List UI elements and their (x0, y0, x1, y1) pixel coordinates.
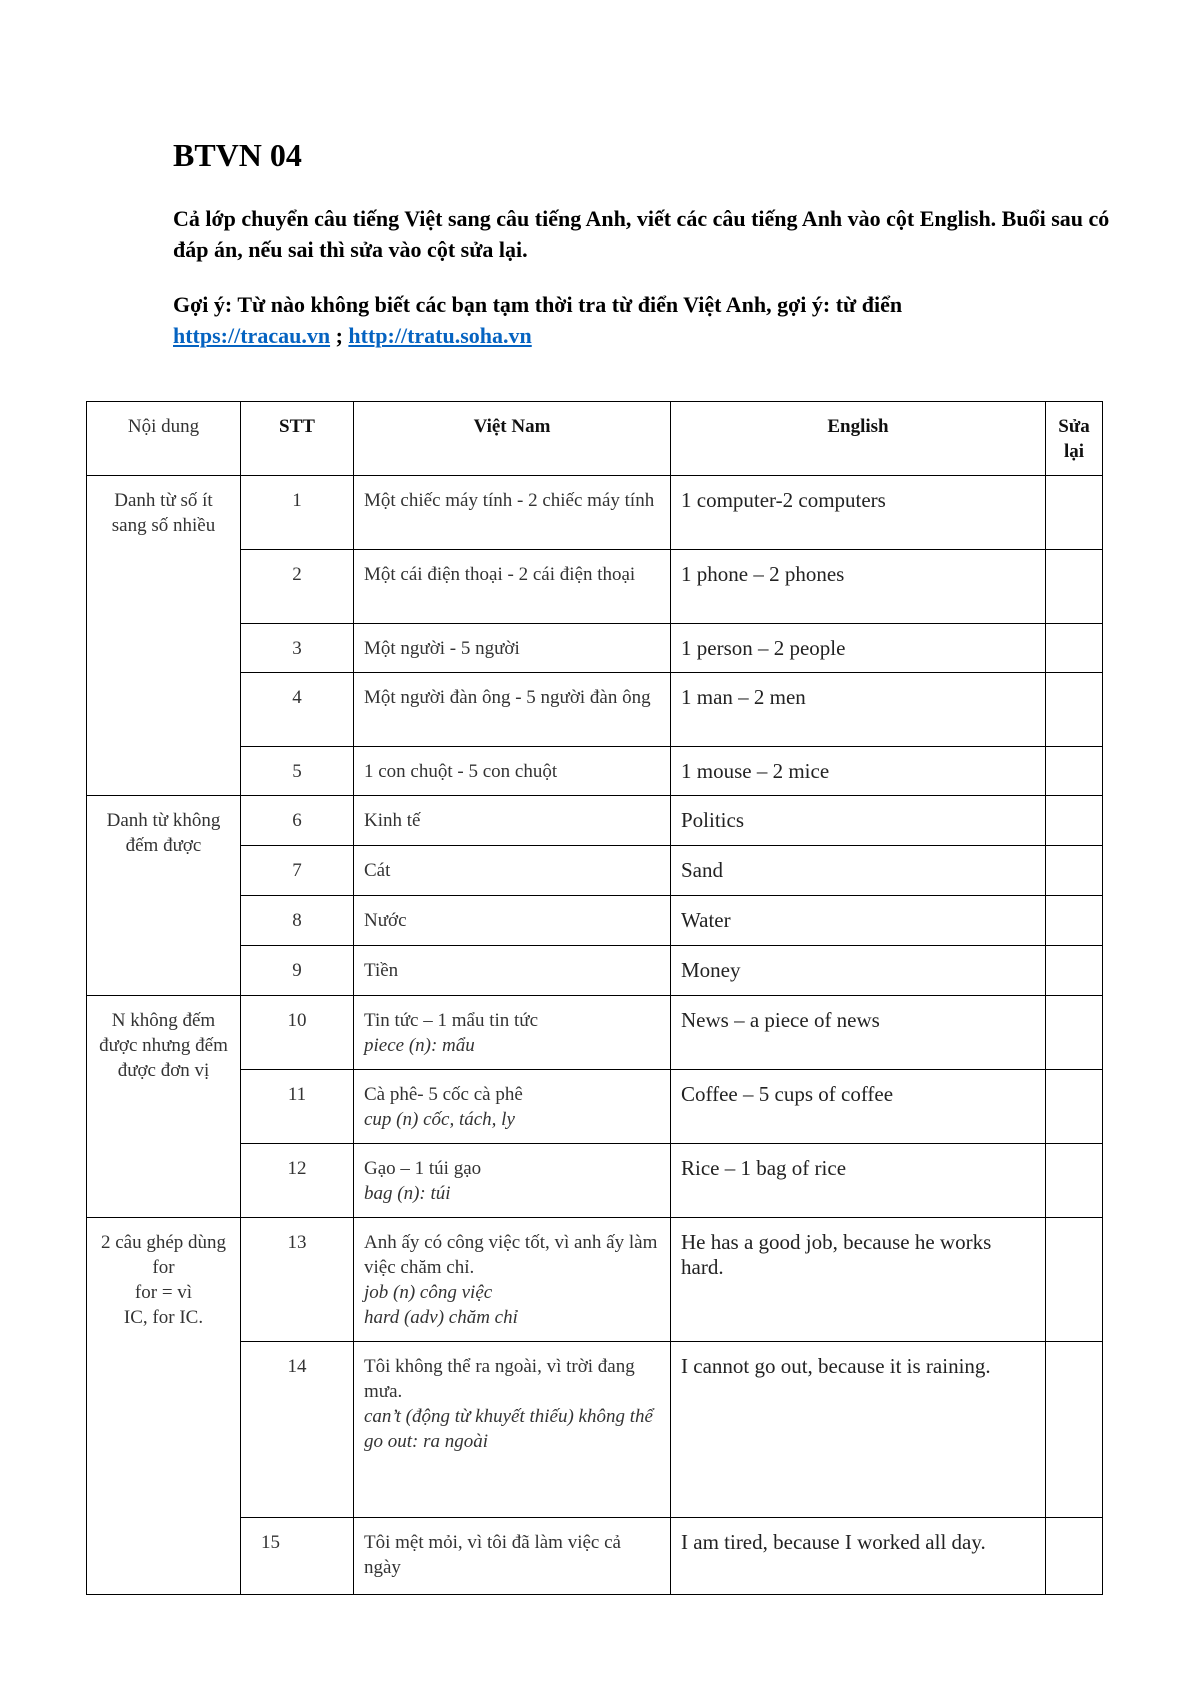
category-cell (87, 796, 241, 996)
fix-cell[interactable] (1046, 996, 1103, 1070)
fix-cell[interactable] (1046, 896, 1103, 946)
category-label: N không đếm được nhưng đếm được đơn vị (99, 1010, 228, 1081)
category-cell (87, 476, 241, 796)
stt-cell: 14 (241, 1342, 354, 1518)
english-cell[interactable]: I am tired, because I worked all day. (671, 1518, 1046, 1595)
stt-cell: 3 (241, 624, 354, 673)
vietnamese-cell (354, 673, 671, 747)
fix-cell[interactable] (1046, 624, 1103, 673)
stt-cell: 4 (241, 673, 354, 747)
vocab-note: hard (adv) chăm chỉ (364, 1307, 518, 1328)
vietnamese-text: Một cái điện thoại - 2 cái điện thoại (364, 564, 636, 585)
english-cell[interactable]: Money (671, 946, 1046, 996)
vocab-note: piece (n): mẩu (364, 1035, 475, 1056)
english-cell[interactable]: He has a good job, because he works hard. (671, 1218, 1046, 1342)
vietnamese-text: Nước (364, 910, 407, 931)
vietnamese-cell (354, 896, 671, 946)
fix-cell[interactable] (1046, 1144, 1103, 1218)
hint-text: Gợi ý: Từ nào không biết các bạn tạm thời tra từ điển Việt Anh, gợi ý: từ điển (173, 292, 903, 317)
english-cell[interactable]: 1 man – 2 men (671, 673, 1046, 747)
stt-cell: 9 (241, 946, 354, 996)
vietnamese-cell (354, 1518, 671, 1595)
english-cell[interactable]: Water (671, 896, 1046, 946)
category-cell (87, 996, 241, 1218)
vietnamese-text: Tiền (364, 960, 399, 981)
vocab-note: bag (n): túi (364, 1183, 451, 1204)
hint-paragraph (173, 289, 1133, 351)
english-cell[interactable]: News – a piece of news (671, 996, 1046, 1070)
category-label: for = vì (134, 1282, 193, 1303)
tratu-link[interactable]: http://tratu.soha.vn (348, 323, 532, 348)
table-header-row (87, 402, 1103, 476)
stt-cell: 1 (241, 476, 354, 550)
english-cell[interactable]: 1 mouse – 2 mice (671, 747, 1046, 796)
vietnamese-text: Một người - 5 người (364, 638, 520, 659)
vietnamese-cell (354, 796, 671, 846)
stt-cell: 7 (241, 846, 354, 896)
vietnamese-text: Tôi mệt mỏi, vì tôi đã làm việc cả ngày (364, 1532, 621, 1578)
vietnamese-text: Một chiếc máy tính - 2 chiếc máy tính (364, 490, 655, 511)
vietnamese-text: Cà phê- 5 cốc cà phê (364, 1084, 523, 1105)
tracau-link[interactable]: https://tracau.vn (173, 323, 331, 348)
english-cell[interactable]: 1 computer-2 computers (671, 476, 1046, 550)
fix-cell[interactable] (1046, 673, 1103, 747)
vietnamese-text: Gạo – 1 túi gạo (364, 1158, 482, 1179)
vocab-note: go out: ra ngoài (364, 1431, 489, 1452)
instruction-text: Cả lớp chuyển câu tiếng Việt sang câu tiếng Anh, viết các câu tiếng Anh vào cột English. Buổi sau có đáp án, nếu sai thì sửa vào cột sửa lại. (173, 206, 1110, 262)
fix-cell[interactable] (1046, 747, 1103, 796)
category-label: Danh từ không đếm được (106, 810, 221, 856)
vietnamese-text: Tin tức – 1 mẩu tin tức (364, 1010, 539, 1031)
vietnamese-cell (354, 846, 671, 896)
vietnamese-cell (354, 946, 671, 996)
english-cell[interactable]: Rice – 1 bag of rice (671, 1144, 1046, 1218)
stt-cell: 13 (241, 1218, 354, 1342)
exercise-table (86, 401, 1103, 1595)
english-cell[interactable]: Coffee – 5 cups of coffee (671, 1070, 1046, 1144)
table-row (87, 796, 1103, 846)
table-body (87, 476, 1103, 1595)
fix-cell[interactable] (1046, 476, 1103, 550)
vietnamese-cell (354, 1070, 671, 1144)
vietnamese-text: Tôi không thể ra ngoài, vì trời đang (364, 1356, 635, 1377)
category-label: Danh từ số ít sang số nhiều (111, 490, 216, 536)
vocab-note: can’t (động từ khuyết thiếu) không thể (364, 1406, 653, 1427)
vietnamese-text: mưa. (364, 1381, 403, 1402)
stt-cell: 6 (241, 796, 354, 846)
vietnamese-text: Kinh tế (364, 810, 421, 831)
header-vietnam: Việt Nam (354, 402, 671, 476)
vietnamese-text: Cát (364, 860, 391, 881)
fix-cell[interactable] (1046, 1070, 1103, 1144)
category-cell (87, 1218, 241, 1595)
vocab-note: job (n) công việc (364, 1282, 493, 1303)
stt-cell: 2 (241, 550, 354, 624)
vietnamese-cell (354, 1144, 671, 1218)
fix-cell[interactable] (1046, 1342, 1103, 1518)
fix-cell[interactable] (1046, 846, 1103, 896)
english-cell[interactable]: Sand (671, 846, 1046, 896)
vocab-note: cup (n) cốc, tách, ly (364, 1109, 515, 1130)
category-label: IC, for IC. (123, 1307, 204, 1328)
english-cell[interactable]: 1 person – 2 people (671, 624, 1046, 673)
header-stt: STT (241, 402, 354, 476)
category-label: 2 câu ghép dùng for (100, 1232, 227, 1278)
header-content: Nội dung (87, 402, 241, 476)
vietnamese-cell (354, 996, 671, 1070)
vietnamese-cell (354, 1342, 671, 1518)
table-row (87, 1218, 1103, 1342)
english-cell[interactable]: Politics (671, 796, 1046, 846)
vietnamese-text: Anh ấy có công việc tốt, vì anh ấy làm việc chăm chỉ. (364, 1232, 658, 1278)
header-english: English (671, 402, 1046, 476)
english-cell[interactable]: 1 phone – 2 phones (671, 550, 1046, 624)
table-row (87, 476, 1103, 550)
english-cell[interactable]: I cannot go out, because it is raining. (671, 1342, 1046, 1518)
vietnamese-text: Một người đàn ông - 5 người đàn ông (364, 687, 651, 708)
document-title: BTVN 04 (173, 137, 302, 173)
stt-cell: 12 (241, 1144, 354, 1218)
vietnamese-cell (354, 550, 671, 624)
table-row (87, 996, 1103, 1070)
vietnamese-text: 1 con chuột - 5 con chuột (364, 761, 558, 782)
fix-cell[interactable] (1046, 1218, 1103, 1342)
fix-cell[interactable] (1046, 550, 1103, 624)
stt-cell: 8 (241, 896, 354, 946)
fix-cell[interactable] (1046, 946, 1103, 996)
stt-cell: 5 (241, 747, 354, 796)
link-separator: ; (330, 323, 349, 348)
vietnamese-cell (354, 747, 671, 796)
fix-cell[interactable] (1046, 796, 1103, 846)
vietnamese-cell (354, 476, 671, 550)
vietnamese-cell (354, 1218, 671, 1342)
stt-cell: 11 (241, 1070, 354, 1144)
vietnamese-cell (354, 624, 671, 673)
fix-cell[interactable] (1046, 1518, 1103, 1595)
stt-cell: 10 (241, 996, 354, 1070)
header-fix: Sửa lại (1046, 402, 1103, 476)
stt-cell: 15 (241, 1518, 354, 1595)
